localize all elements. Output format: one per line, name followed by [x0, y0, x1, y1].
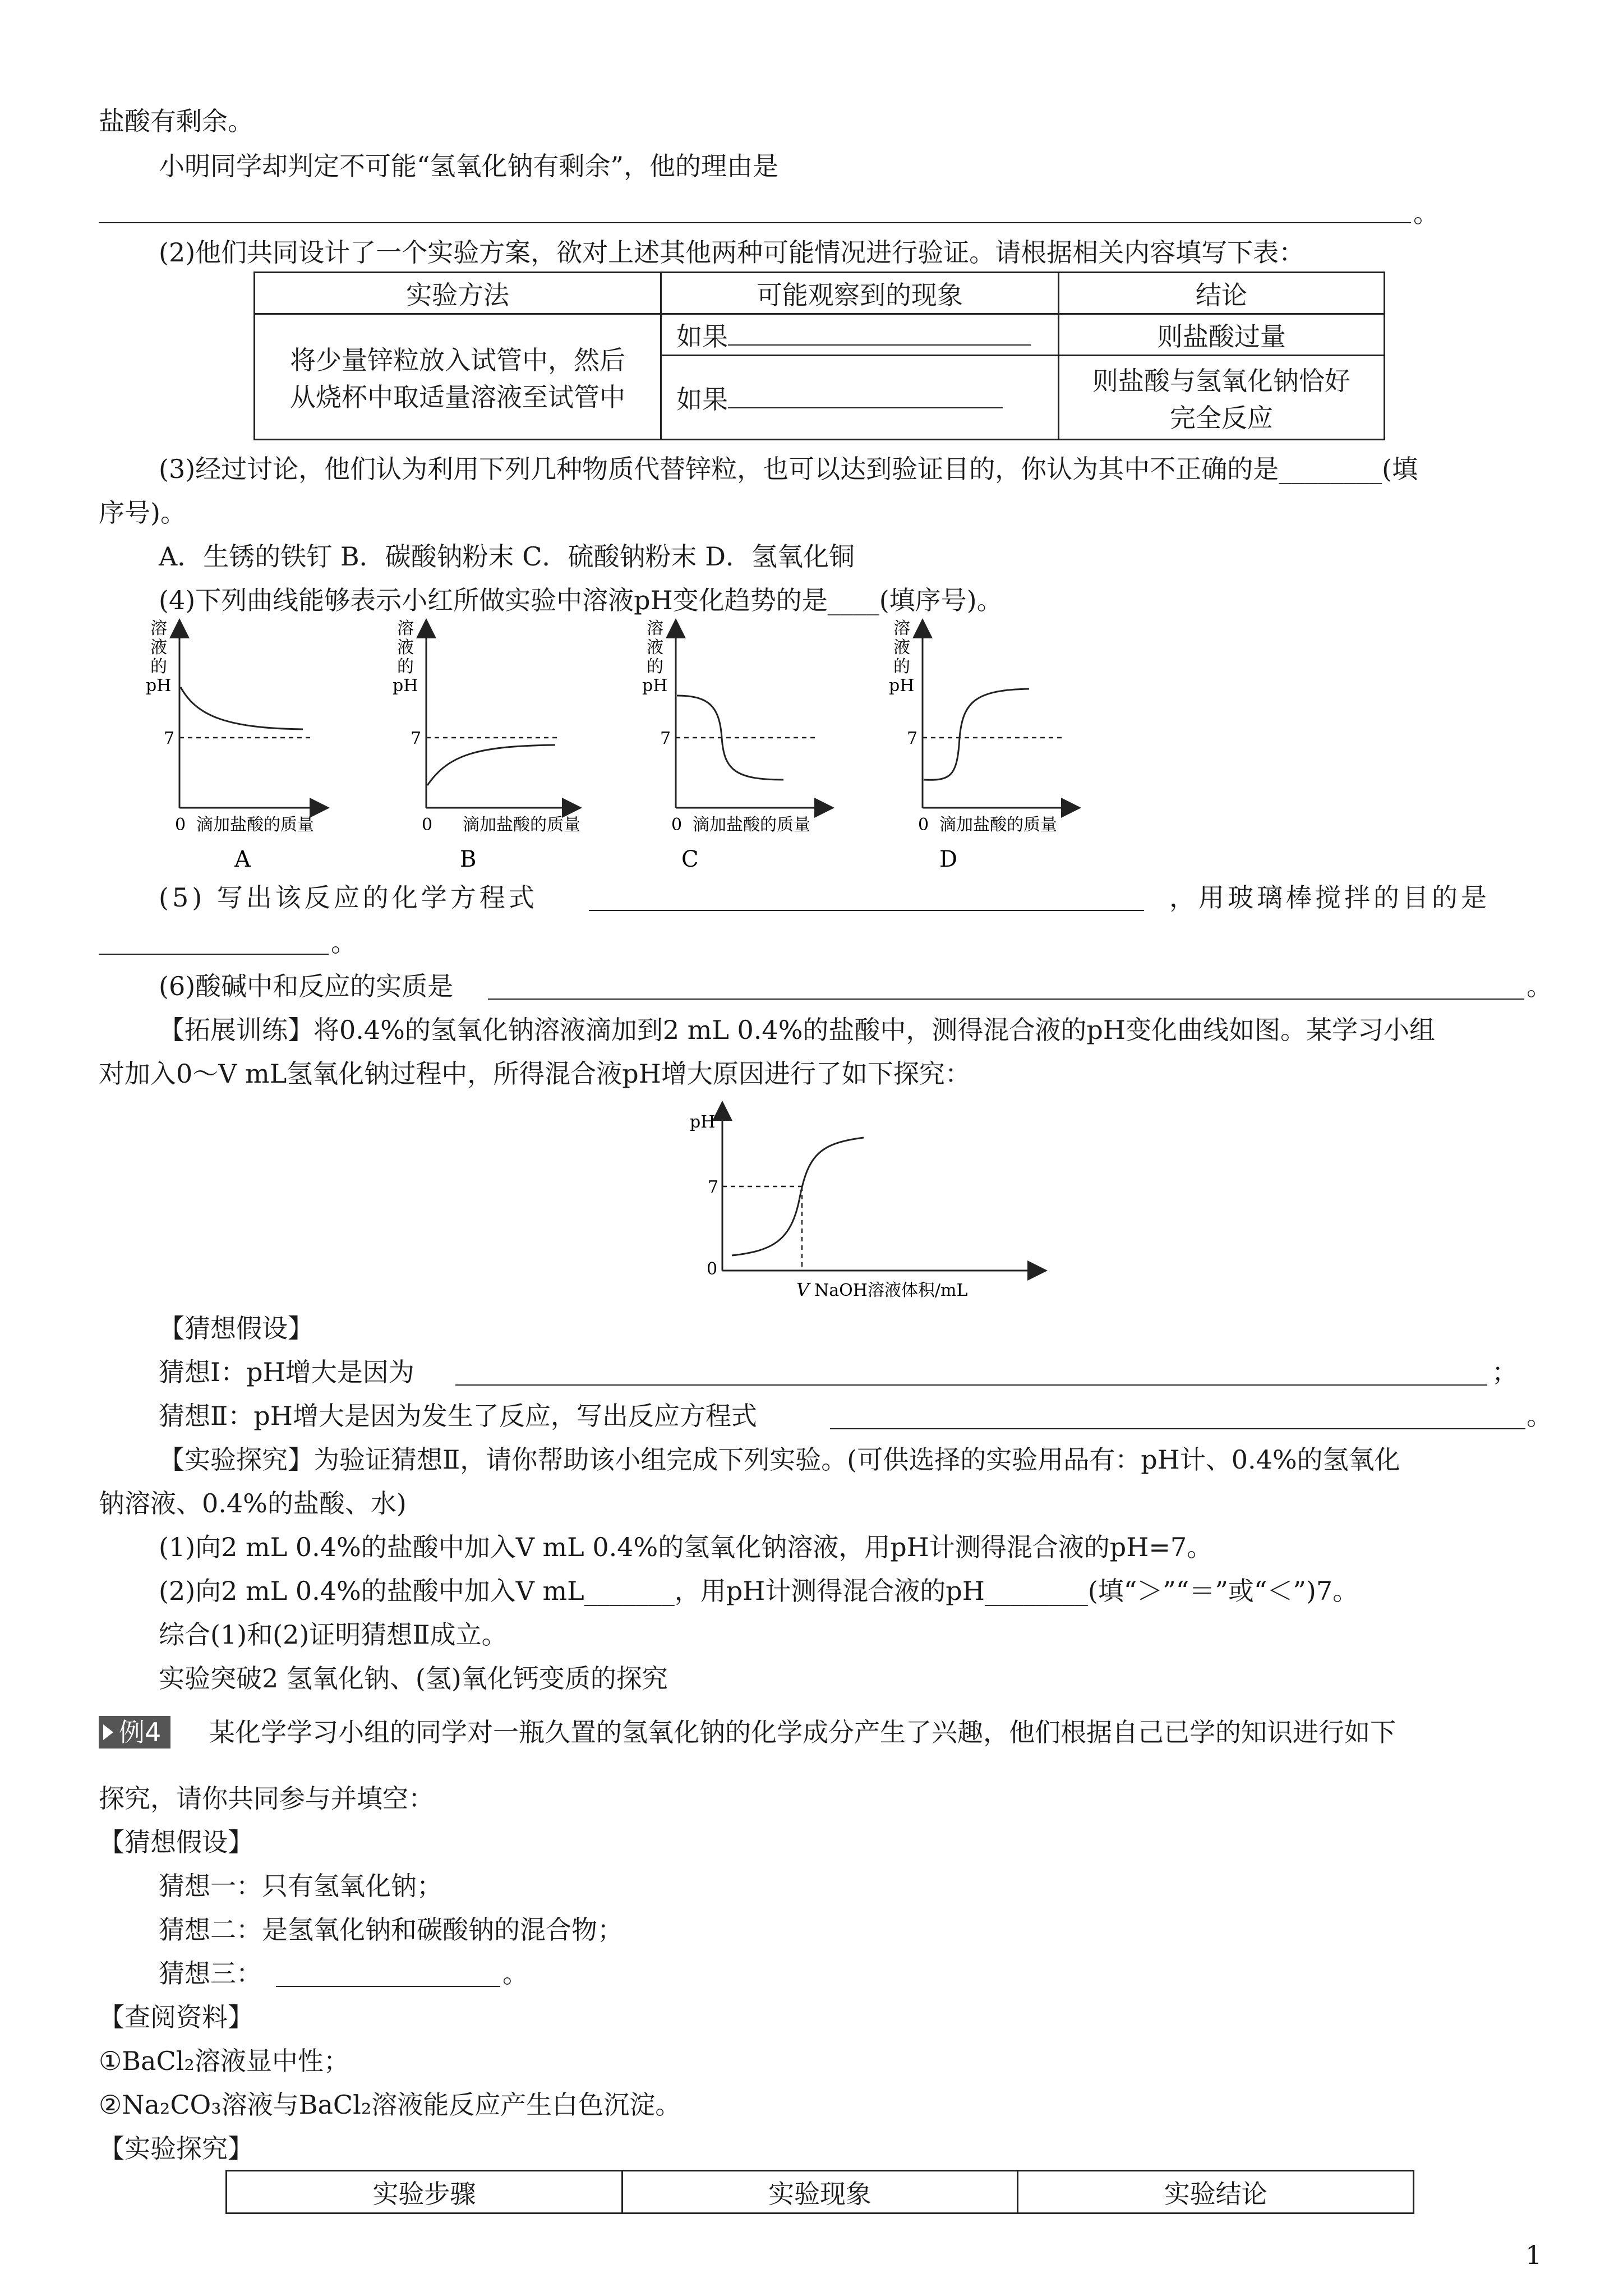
- chart-d: [889, 619, 1071, 872]
- chart-b: [393, 619, 580, 872]
- question-4: (4)下列曲线能够表示小红所做实验中溶液pH变化趋势的是____(填序号)。: [159, 585, 1003, 615]
- reference-1: ①BaCl₂溶液显中性；: [99, 2046, 349, 2076]
- example-label: 例4: [119, 1717, 162, 1747]
- answer-blank[interactable]: [728, 381, 1003, 408]
- x-axis-label: NaOH溶液体积/mL: [814, 1281, 968, 1300]
- origin-label: 0: [918, 815, 929, 835]
- guess-3: 猜想三：: [159, 1958, 262, 1989]
- ylabel-char: 液: [397, 638, 414, 657]
- experiment-table: [225, 2170, 1414, 2214]
- y-tick-7: 7: [907, 729, 918, 748]
- observation-label: 如果: [676, 321, 728, 352]
- text-line: 。: [1527, 1401, 1552, 1431]
- origin-label: 0: [422, 815, 433, 835]
- answer-blank[interactable]: [589, 910, 1144, 911]
- y-axis-label: pH: [690, 1112, 716, 1132]
- curve-d: [924, 689, 1029, 780]
- question-6: (6)酸碱中和反应的实质是: [159, 971, 454, 1001]
- method-line: 从烧杯中取适量溶液至试管中: [290, 381, 626, 412]
- x-marker-v: V: [796, 1279, 810, 1300]
- text-line: 钠溶液、0.4%的盐酸、水): [99, 1488, 407, 1519]
- origin-label: 0: [175, 815, 186, 835]
- hypothesis-2: 猜想Ⅱ：pH增大是因为发生了反应，写出反应方程式: [159, 1401, 757, 1431]
- origin-label: 0: [671, 815, 683, 835]
- curve-b: [427, 745, 555, 785]
- ylabel-char: 溶: [397, 619, 414, 638]
- chart-letter: B: [460, 846, 477, 872]
- observation-cell[interactable]: [661, 314, 1059, 356]
- ph-curve: [732, 1138, 864, 1255]
- ylabel-char: 溶: [893, 619, 910, 638]
- chart-letter: A: [234, 846, 251, 872]
- ylabel-char: pH: [642, 676, 668, 696]
- answer-blank[interactable]: [276, 1986, 500, 1987]
- ph-curve-charts: [140, 617, 1290, 875]
- section-heading: 【猜想假设】: [99, 1827, 253, 1857]
- text-line: 盐酸有剩余。: [99, 106, 253, 136]
- x-axis-label: 滴加盐酸的质量: [196, 815, 314, 835]
- text-line: 序号)。: [99, 498, 186, 528]
- y-tick-7: 7: [660, 729, 671, 748]
- text-line: 。: [1527, 971, 1552, 1001]
- ylabel-char: 溶: [150, 619, 167, 638]
- y-tick-7: 7: [411, 729, 422, 748]
- table-header: 实验现象: [622, 2171, 1018, 2214]
- x-axis-label: 滴加盐酸的质量: [939, 815, 1057, 835]
- question-3: (3)经过讨论，他们认为利用下列几种物质代替锌粒，也可以达到验证目的，你认为其中不正确的是________(填: [159, 454, 1418, 484]
- x-axis-label: 滴加盐酸的质量: [693, 815, 810, 835]
- text-line: 小明同学却判定不可能“氢氧化钠有剩余”，他的理由是: [159, 151, 779, 181]
- question-2: (2)他们共同设计了一个实验方案，欲对上述其他两种可能情况进行验证。请根据相关内容填写下表：: [159, 237, 1305, 268]
- answer-blank[interactable]: [830, 1428, 1525, 1429]
- x-axis-label: 滴加盐酸的质量: [463, 815, 580, 835]
- guess-2: 猜想二：是氢氧化钠和碳酸钠的混合物；: [159, 1915, 623, 1945]
- hypothesis-1: 猜想Ⅰ：pH增大是因为: [159, 1357, 414, 1387]
- curve-a: [181, 687, 303, 729]
- text-line: 综合(1)和(2)证明猜想Ⅱ成立。: [159, 1619, 508, 1650]
- ylabel-char: 溶: [647, 619, 663, 638]
- text-line: ，用玻璃棒搅拌的目的是: [1169, 882, 1490, 913]
- extension-training: 【拓展训练】将0.4%的氢氧化钠溶液滴加到2 mL 0.4%的盐酸中，测得混合液的pH变化曲线如图。某学习小组: [159, 1015, 1435, 1045]
- page-number: 1: [1525, 2240, 1542, 2270]
- y-tick-7: 7: [164, 729, 175, 748]
- method-line: 将少量锌粒放入试管中，然后: [290, 344, 626, 375]
- experiment-intro: 【实验探究】为验证猜想Ⅱ，请你帮助该小组完成下列实验。(可供选择的实验用品有：pH计、0.4%的氢氧化: [159, 1444, 1400, 1475]
- experiment-step-1: (1)向2 mL 0.4%的盐酸中加入V mL 0.4%的氢氧化钠溶液，用pH计测得混合液的pH=7。: [159, 1532, 1213, 1562]
- conclusion-line: 则盐酸与氢氧化钠恰好: [1092, 365, 1350, 396]
- chart-c: [642, 619, 824, 872]
- observation-label: 如果: [676, 384, 728, 415]
- table-header: 结论: [1058, 273, 1384, 314]
- question-3-options: A．生锈的铁钉 B．碳酸钠粉末 C．硫酸钠粉末 D．氢氧化铜: [159, 541, 855, 572]
- method-cell: [255, 314, 661, 440]
- answer-blank[interactable]: [728, 319, 1031, 346]
- ylabel-char: pH: [393, 676, 418, 696]
- observation-cell[interactable]: [661, 356, 1059, 440]
- conclusion-cell: [1058, 356, 1384, 440]
- play-triangle-icon: [103, 1724, 113, 1740]
- section-heading: 【实验探究】: [99, 2133, 253, 2164]
- ylabel-char: 的: [150, 657, 167, 677]
- section-title: 实验突破2 氢氧化钠、(氢)氧化钙变质的探究: [159, 1663, 668, 1694]
- ylabel-char: 的: [647, 657, 663, 677]
- text-line: 探究，请你共同参与并填空：: [99, 1783, 434, 1814]
- question-5: (5) 写出该反应的化学方程式: [159, 882, 538, 913]
- reference-2: ②Na₂CO₃溶液与BaCl₂溶液能反应产生白色沉淀。: [99, 2090, 681, 2120]
- conclusion-cell: 则盐酸过量: [1058, 314, 1384, 356]
- answer-blank[interactable]: [455, 1384, 1487, 1386]
- ylabel-char: pH: [146, 676, 172, 696]
- table-header: 可能观察到的现象: [661, 273, 1059, 314]
- y-tick-7: 7: [708, 1177, 719, 1197]
- text-line: 对加入0～V mL氢氧化钠过程中，所得混合液pH增大原因进行了如下探究：: [99, 1059, 971, 1089]
- ylabel-char: 的: [397, 657, 414, 677]
- chart-letter: D: [939, 846, 958, 872]
- ylabel-char: 液: [893, 638, 910, 657]
- origin-label: 0: [707, 1259, 718, 1279]
- answer-blank[interactable]: [99, 954, 329, 955]
- chart-a: [146, 619, 320, 872]
- conclusion-line: 完全反应: [1169, 402, 1273, 433]
- verification-table: [253, 272, 1385, 440]
- chart-letter: C: [681, 846, 699, 872]
- ylabel-char: 液: [647, 638, 663, 657]
- table-header: 实验方法: [255, 273, 661, 314]
- answer-blank[interactable]: [99, 222, 1411, 223]
- section-heading: 【查阅资料】: [99, 2002, 253, 2032]
- naoh-ph-chart: [679, 1099, 1049, 1301]
- section-heading: 【猜想假设】: [159, 1313, 313, 1343]
- experiment-step-2: (2)向2 mL 0.4%的盐酸中加入V mL_______，用pH计测得混合液的pH________(填“＞”“＝”或“＜”)7。: [159, 1576, 1359, 1606]
- text-line: 。: [331, 927, 357, 958]
- ylabel-char: 液: [150, 638, 167, 657]
- ylabel-char: pH: [889, 676, 915, 696]
- guess-1: 猜想一：只有氢氧化钠；: [159, 1871, 442, 1901]
- answer-blank[interactable]: [488, 999, 1524, 1000]
- ylabel-char: 的: [893, 657, 910, 677]
- table-header: 实验结论: [1018, 2171, 1414, 2214]
- text-line: ；: [1492, 1357, 1518, 1387]
- text-line: 。: [502, 1958, 528, 1989]
- table-header: 实验步骤: [227, 2171, 623, 2214]
- example-4-text: 某化学学习小组的同学对一瓶久置的氢氧化钠的化学成分产生了兴趣，他们根据自己已学的知识进行如下: [209, 1717, 1396, 1747]
- text-line: 。: [1413, 198, 1439, 228]
